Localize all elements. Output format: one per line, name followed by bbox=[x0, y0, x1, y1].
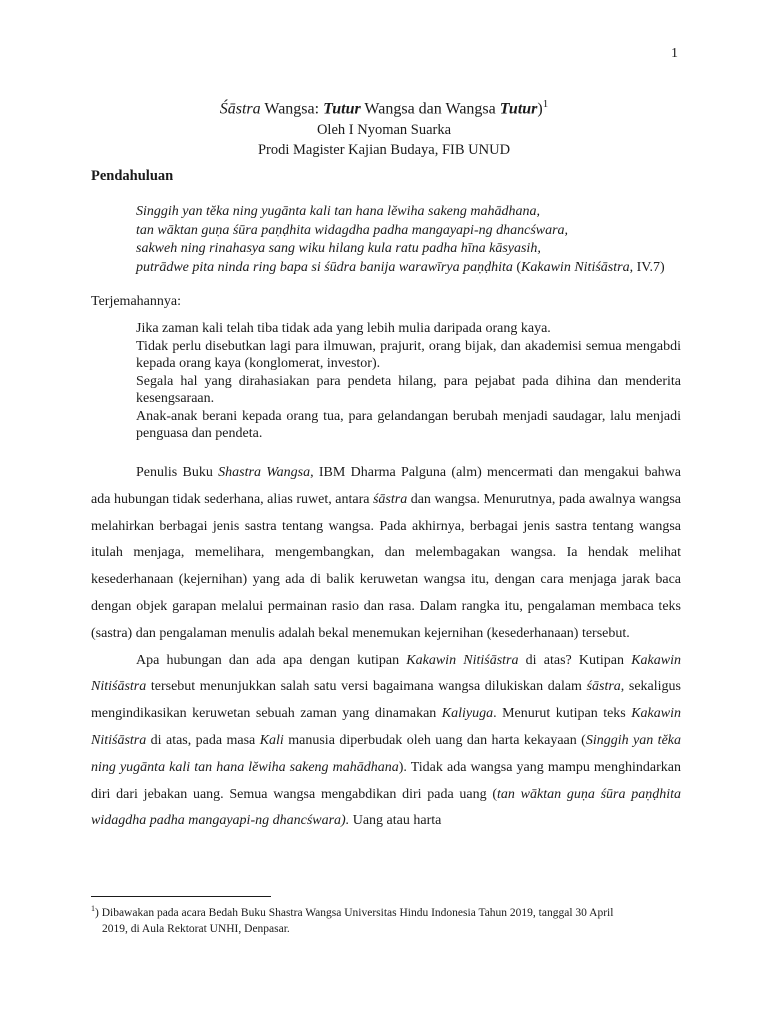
body-text bbox=[91, 460, 681, 835]
text-run: , sekaligus mengindikasikan keruwetan sebuah zaman yang dinamakan bbox=[91, 679, 681, 722]
translation-line: Anak-anak berani kepada orang tua, para gelandangan berubah menjadi saudagar, lalu menjadi penguasa dan pendeta. bbox=[136, 408, 681, 441]
title-part: ) bbox=[537, 100, 543, 118]
italic-run: śāstra bbox=[372, 491, 408, 507]
section-heading: Pendahuluan bbox=[91, 168, 174, 184]
body-paragraph bbox=[91, 648, 681, 836]
title-part: Tutur bbox=[499, 100, 538, 118]
italic-run: Kali bbox=[259, 732, 284, 748]
italic-run: Kakawin Nitiśāstra bbox=[91, 652, 681, 695]
footnote-line bbox=[91, 901, 681, 921]
italic-run: Singgih yan tĕka ning yugānta kali tan hana lĕwiha sakeng mahādhana bbox=[91, 732, 681, 775]
text-run: manusia diperbudak oleh uang dan harta kekayaan ( bbox=[283, 732, 586, 748]
text-run: dan wangsa. Menurutnya, pada awalnya wangsa melahirkan berbagai jenis sastra tentang wangsa. Pada akhirnya, berbagai jenis sastra tentang wangsa itulah menjaga, memelihara, mengembangkan, dan melembagakan wangsa. Ia hendak melihat kesederhanaan (kejernihan) yang ada di balik keruwetan wangsa itu, dengan cara menjaga jarak baca dengan objek garapan melalui permainan rasio dan rasa. Dalam rangka itu, pengalaman membaca teks (sastra) dan pengalaman menulis adalah bekal menemukan kejernihan (kesederhanaan) tersebut. bbox=[91, 491, 682, 641]
title-part: Tutur bbox=[323, 100, 361, 118]
italic-run: Kakawin Nitiśāstra bbox=[91, 706, 681, 748]
footnote-line: 2019, di Aula Rektorat UNHI, Denpasar. bbox=[102, 922, 290, 935]
document-title bbox=[0, 93, 768, 120]
translation-line: Segala hal yang dirahasiakan para pendeta hilang, para pejabat pada dihina dan menderita kesengsaraan. bbox=[136, 373, 681, 406]
text-run: Uang atau harta bbox=[349, 813, 442, 829]
poem-source-title: Kakawin Nitiśāstra bbox=[521, 259, 630, 275]
footnote-marker: 1 bbox=[91, 904, 95, 913]
translation-line: Tidak perlu disebutkan lagi para ilmuwan, prajurit, orang bijak, dan akademisi semua mengabdi kepada orang kaya (konglomerat, investor). bbox=[136, 338, 681, 371]
italic-run: Kaliyuga bbox=[441, 706, 494, 722]
title-part: Śāstra bbox=[219, 100, 261, 118]
title-part: Wangsa: bbox=[260, 100, 324, 118]
affiliation: Prodi Magister Kajian Budaya, FIB UNUD bbox=[257, 142, 511, 159]
poem-line: Singgih yan tĕka ning yugānta kali tan hana lĕwiha sakeng mahādhana, bbox=[136, 204, 541, 219]
text-run: Penulis Buku bbox=[136, 465, 219, 480]
footnote bbox=[91, 901, 681, 937]
translation-line: Jika zaman kali telah tiba tidak ada yang lebih mulia daripada orang kaya. bbox=[136, 321, 551, 336]
poem-source-open: ( bbox=[512, 259, 522, 275]
italic-run: Kakawin Nitiśāstra bbox=[406, 652, 519, 668]
text-run: . Menurut kutipan teks bbox=[493, 706, 632, 722]
poem-last-line bbox=[136, 259, 681, 278]
poem-quote bbox=[136, 203, 681, 277]
translation-label: Terjemahannya: bbox=[91, 294, 181, 309]
title-block bbox=[0, 93, 768, 160]
text-run: , IBM Dharma Palguna (alm) mencermati dan mengakui bahwa ada hubungan tidak sederhana, alias ruwet, antara bbox=[91, 465, 681, 507]
text-run: Apa hubungan dan ada apa dengan kutipan bbox=[136, 652, 407, 668]
title-footnote-marker: 1 bbox=[542, 98, 549, 110]
poem-line: sakweh ning rinahasya sang wiku hilang kula ratu padha hīna kāsyasih, bbox=[136, 241, 541, 256]
text-run: di atas, pada masa bbox=[146, 732, 260, 748]
poem-line: tan wāktan guṇa śūra paṇḍhita widagdha padha mangayapi-ng dhancśwara, bbox=[136, 222, 569, 238]
text-run: ). Tidak ada wangsa yang mampu menghindarkan diri dari jebakan uang. Semua wangsa mengabdikan diri pada uang ( bbox=[91, 759, 681, 802]
text-run: tersebut menunjukkan salah satu versi bagaimana wangsa dilukiskan dalam bbox=[146, 679, 587, 695]
poem-source-ref: , IV.7) bbox=[629, 259, 665, 275]
italic-run: śāstra bbox=[586, 679, 621, 695]
translation-block bbox=[136, 320, 681, 443]
italic-run: Shastra Wangsa bbox=[218, 465, 311, 480]
footnote-divider bbox=[91, 896, 271, 897]
body-paragraph bbox=[91, 460, 681, 648]
poem-line: putrādwe pita ninda ring bapa si śūdra banija warawīrya paṇḍhita bbox=[136, 259, 513, 275]
author: Oleh I Nyoman Suarka bbox=[316, 122, 452, 139]
title-part: Wangsa dan Wangsa bbox=[360, 100, 500, 118]
text-run: di atas? Kutipan bbox=[518, 652, 632, 668]
page-number: 1 bbox=[671, 46, 678, 61]
footnote-text: ) Dibawakan pada acara Bedah Buku Shastra Wangsa Universitas Hindu Indonesia Tahun 2019, tanggal 30 April bbox=[95, 906, 614, 919]
italic-run: tan wāktan guṇa śūra paṇḍhita widagdha padha mangayapi-ng dhancśwara). bbox=[91, 786, 681, 829]
